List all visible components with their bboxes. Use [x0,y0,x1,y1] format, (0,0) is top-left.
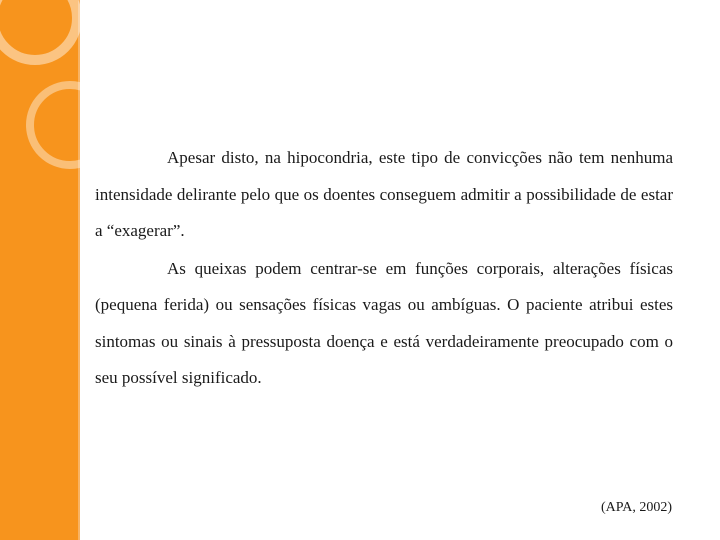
slide-body [95,140,673,397]
paragraph-hypochondria-conviction: Apesar disto, na hipocondria, este tipo de convicções não tem nenhuma intensidade delirante pelo que os doentes conseguem admitir a possibilidade de estar a “exagerar”. [95,148,673,240]
decorative-rings-icon [0,0,80,200]
citation: (APA, 2002) [600,500,672,515]
paragraph-complaints: As queixas podem centrar-se em funções corporais, alterações físicas (pequena ferida) ou sensações físicas vagas ou ambíguas. O paciente atribui estes sintomas ou sinais à pressuposta doença e está verdadeiramente preocupado com o seu possível significado. [95,258,673,387]
